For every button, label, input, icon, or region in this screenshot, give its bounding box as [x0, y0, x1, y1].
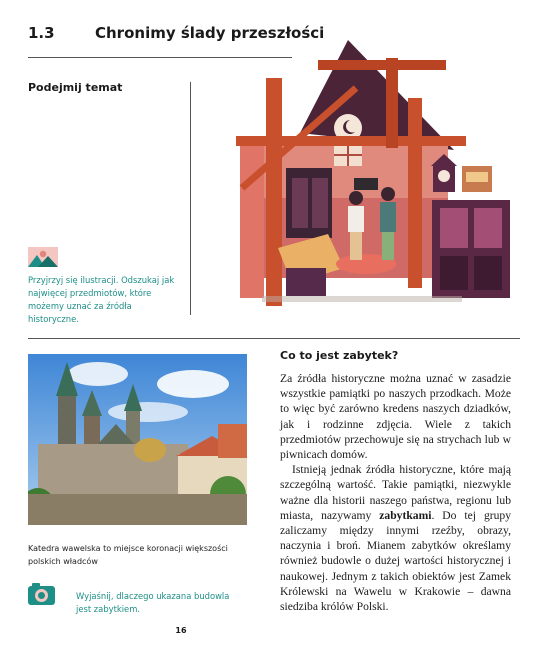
illustration-task: Przyjrzyj się ilustracji. Odszukaj jak najwięcej przedmiotów, które możemy uznać za źródła historyczne. — [28, 275, 175, 324]
section-heading: Co to jest zabytek? — [280, 349, 399, 362]
photo-caption: Katedra wawelska to miejsce koronacji większości polskich władców — [28, 544, 228, 566]
paragraph-text: Istnieją jednak źródła historyczne, które mają szczególną wartość. Takie pamiątki, niezwykle ważne dla historii naszego państwa, regionu lub miasta, nazywamy — [280, 463, 511, 522]
mountain-picture-icon — [28, 247, 58, 267]
keyword-zabytki: zabytkami — [379, 508, 432, 522]
photo-task: Wyjaśnij, dlaczego ukazana budowla jest zabytkiem. — [76, 591, 230, 614]
page-number: 16 — [175, 626, 187, 635]
paragraph-text: . Do tej grupy zaliczamy między innymi rzeźby, obrazy, naczynia i broń. Mianem zabytków określamy również budowle o dużej wartości historycznej i naukowej. Jednym z takich obiektów jest Zamek Królewski na Wawelu w Krakowie – dawna siedziba królów Polski. — [280, 508, 511, 614]
vertical-divider — [190, 82, 191, 315]
divider — [28, 338, 520, 339]
paragraph — [280, 462, 511, 614]
camera-icon — [28, 582, 55, 605]
attic-illustration — [236, 38, 514, 310]
wawel-cathedral-photo — [28, 354, 247, 525]
body-text — [280, 371, 511, 614]
chapter-number: 1.3 — [28, 24, 55, 42]
chapter-title: Chronimy ślady przeszłości — [95, 24, 325, 42]
paragraph: Za źródła historyczne można uznać w zasadzie wszystkie pamiątki po naszych przodkach. Może to więc być zarówno kredens naszych dziadków, jak i rodzinne zdjęcia. Wiele z takich przedmiotów przechowuje się na strychach lub w piwnicach domów. — [280, 372, 511, 462]
topic-heading: Podejmij temat — [28, 81, 123, 94]
